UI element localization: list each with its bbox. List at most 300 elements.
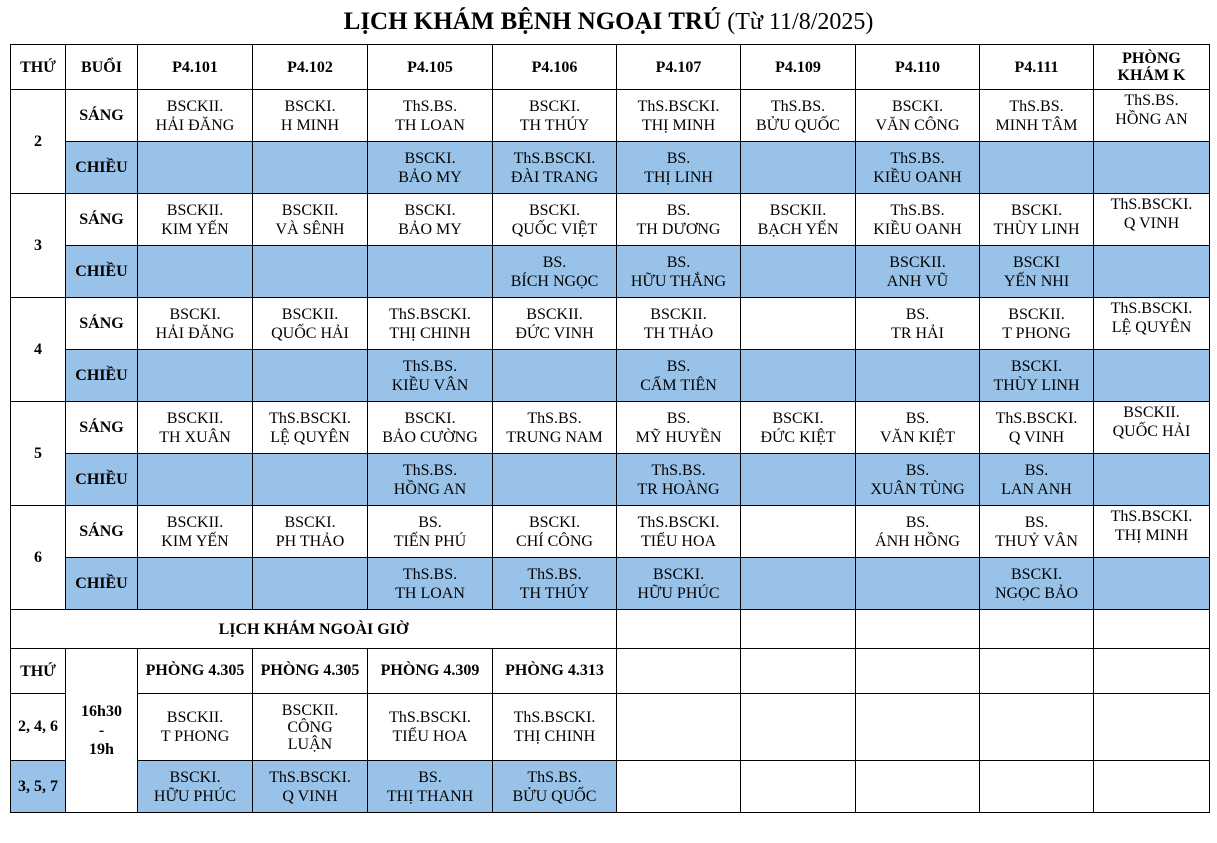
empty-cell — [980, 610, 1094, 649]
doctor-line: CÔNG — [287, 718, 333, 736]
doctor-line: ThS.BSCKI. — [513, 149, 596, 167]
afternoon-slot — [368, 558, 493, 610]
doctor-line: BÍCH NGỌC — [510, 272, 599, 290]
afternoon-slot — [1094, 454, 1210, 506]
overtime-room-header: PHÒNG 4.313 — [493, 649, 617, 694]
morning-slot — [617, 506, 741, 558]
morning-slot — [980, 90, 1094, 142]
afternoon-slot — [741, 350, 856, 402]
empty-cell — [741, 694, 856, 761]
morning-slot — [617, 298, 741, 350]
morning-slot — [741, 402, 856, 454]
doctor-line: VÀ SÊNH — [275, 220, 345, 238]
afternoon-slot — [368, 350, 493, 402]
doctor-line: LAN ANH — [1001, 480, 1072, 498]
overtime-slot — [138, 761, 253, 813]
doctor-line: TH DƯƠNG — [636, 220, 721, 238]
empty-cell — [617, 610, 741, 649]
doctor-line: BS. — [418, 768, 442, 786]
afternoon-slot — [741, 142, 856, 194]
afternoon-slot — [493, 142, 617, 194]
afternoon-slot — [493, 350, 617, 402]
doctor-line: ThS.BS. — [402, 97, 458, 115]
doctor-line: T PHONG — [160, 728, 230, 745]
morning-slot — [856, 298, 980, 350]
page-title — [0, 0, 1217, 44]
afternoon-slot — [138, 350, 253, 402]
afternoon-slot — [980, 246, 1094, 298]
doctor-line: ThS.BSCKI. — [389, 305, 471, 323]
doctor-line: ThS.BS. — [651, 461, 706, 479]
afternoon-slot — [253, 246, 368, 298]
empty-cell — [617, 649, 741, 694]
morning-slot — [856, 402, 980, 454]
afternoon-slot — [741, 558, 856, 610]
empty-cell — [856, 694, 980, 761]
doctor-line: TIỂU HOA — [640, 532, 717, 550]
morning-slot — [856, 90, 980, 142]
afternoon-row — [11, 142, 1210, 194]
empty-cell — [980, 649, 1094, 694]
doctor-line: KIỀU OANH — [873, 220, 962, 238]
doctor-line: Q VINH — [282, 787, 338, 805]
morning-slot — [980, 506, 1094, 558]
doctor-line: KIỀU OANH — [873, 168, 962, 186]
doctor-line: ThS.BSCKI. — [637, 513, 720, 531]
empty-cell — [856, 610, 980, 649]
doctor-line: TIỂU HOA — [392, 728, 468, 745]
morning-row — [11, 90, 1210, 142]
doctor-line: BSCKII. — [166, 409, 224, 427]
doctor-line: BS. — [666, 253, 691, 271]
doctor-line: TIẾN PHÚ — [393, 532, 467, 550]
doctor-line: ThS.BS. — [890, 149, 945, 167]
doctor-line: BS. — [905, 305, 930, 323]
doctor-line: BS. — [666, 409, 691, 427]
overtime-day-header: THỨ — [11, 649, 66, 694]
doctor-line: QUỐC HẢI — [271, 324, 349, 342]
overtime-slot — [368, 694, 493, 761]
header-day: THỨ — [11, 45, 66, 90]
doctor-line: BẢO MY — [398, 220, 462, 238]
afternoon-slot — [741, 246, 856, 298]
morning-slot — [1094, 298, 1210, 350]
morning-slot — [1094, 90, 1210, 142]
doctor-line: QUỐC VIỆT — [511, 220, 598, 238]
header-room: P4.109 — [741, 45, 856, 90]
doctor-line: TH THẢO — [643, 324, 714, 342]
morning-slot — [493, 402, 617, 454]
afternoon-slot — [980, 350, 1094, 402]
morning-slot — [741, 90, 856, 142]
overtime-slot — [368, 761, 493, 813]
afternoon-slot — [253, 558, 368, 610]
afternoon-row — [11, 246, 1210, 298]
afternoon-slot — [856, 142, 980, 194]
doctor-line: BS. — [905, 513, 930, 531]
doctor-line: ThS.BS. — [1124, 92, 1179, 109]
afternoon-slot — [617, 454, 741, 506]
afternoon-slot — [493, 454, 617, 506]
morning-slot — [253, 194, 368, 246]
morning-slot — [980, 402, 1094, 454]
morning-slot — [493, 506, 617, 558]
doctor-line: HỮU PHÚC — [153, 787, 237, 805]
morning-slot — [368, 90, 493, 142]
doctor-line: KIỀU VÂN — [391, 376, 469, 394]
doctor-line: NGỌC BẢO — [994, 584, 1079, 602]
afternoon-slot — [253, 454, 368, 506]
doctor-line: BSCKII. — [526, 305, 583, 323]
doctor-line: 19h — [89, 741, 114, 758]
doctor-line: BSCKII. — [166, 97, 224, 115]
morning-slot — [368, 298, 493, 350]
day-cell: 3 — [11, 194, 66, 298]
header-room: P4.107 — [617, 45, 741, 90]
schedule-table — [10, 44, 1210, 813]
empty-cell — [741, 649, 856, 694]
afternoon-slot — [617, 350, 741, 402]
doctor-line: BSCKI. — [404, 409, 456, 427]
doctor-line: MINH TÂM — [995, 116, 1078, 134]
doctor-line: LỆ QUYÊN — [270, 428, 350, 446]
afternoon-slot — [856, 246, 980, 298]
doctor-line: VĂN CÔNG — [875, 116, 960, 134]
empty-cell — [617, 761, 741, 813]
afternoon-slot — [493, 558, 617, 610]
doctor-line: ThS.BS. — [1009, 97, 1064, 115]
doctor-line: VĂN KIỆT — [879, 428, 956, 446]
morning-slot — [253, 402, 368, 454]
doctor-line: PH THẢO — [275, 532, 345, 550]
afternoon-slot — [1094, 246, 1210, 298]
overtime-time — [66, 649, 138, 813]
morning-slot — [1094, 402, 1210, 454]
overtime-days: 3, 5, 7 — [11, 761, 66, 813]
afternoon-slot — [253, 350, 368, 402]
session-afternoon-label: CHIỀU — [66, 558, 138, 610]
doctor-line: ThS.BSCKI. — [269, 409, 351, 427]
afternoon-slot — [980, 558, 1094, 610]
morning-slot — [253, 506, 368, 558]
header-row — [11, 45, 1210, 90]
morning-slot — [368, 506, 493, 558]
morning-slot — [741, 298, 856, 350]
morning-slot — [856, 506, 980, 558]
doctor-line: TH THÚY — [519, 584, 590, 602]
afternoon-slot — [1094, 142, 1210, 194]
doctor-line: T PHONG — [1002, 324, 1071, 342]
doctor-line: BSCKII. — [1008, 305, 1065, 323]
session-morning-label: SÁNG — [66, 298, 138, 350]
overtime-title: LỊCH KHÁM NGOÀI GIỜ — [11, 610, 617, 649]
doctor-line: THỊ THANH — [386, 787, 474, 805]
overtime-slot — [493, 761, 617, 813]
morning-slot — [138, 298, 253, 350]
doctor-line: - — [98, 722, 105, 739]
day-cell: 5 — [11, 402, 66, 506]
session-afternoon-label: CHIỀU — [66, 246, 138, 298]
doctor-line: CẨM TIÊN — [640, 376, 717, 394]
overtime-slot — [138, 694, 253, 761]
doctor-line: XUÂN TÙNG — [870, 480, 965, 498]
session-morning-label: SÁNG — [66, 90, 138, 142]
header-room: PHÒNG KHÁM K — [1094, 45, 1210, 90]
empty-cell — [617, 694, 741, 761]
doctor-line: TH LOAN — [395, 116, 465, 134]
doctor-line: BSCKI. — [528, 97, 581, 115]
morning-slot — [253, 298, 368, 350]
doctor-line: MỸ HUYỀN — [635, 428, 722, 446]
doctor-line: BẠCH YẾN — [757, 220, 839, 238]
title-date-range: (Từ 11/8/2025) — [727, 9, 874, 35]
doctor-line: BS. — [666, 149, 691, 167]
session-morning-label: SÁNG — [66, 402, 138, 454]
doctor-line: YẾN NHI — [1003, 272, 1070, 290]
doctor-line: BẢO CƯỜNG — [382, 428, 478, 446]
morning-row — [11, 298, 1210, 350]
doctor-line: BỬU QUỐC — [512, 787, 597, 805]
doctor-line: 16h30 — [81, 703, 122, 720]
header-room: P4.106 — [493, 45, 617, 90]
morning-slot — [741, 506, 856, 558]
doctor-line: HẢI ĐĂNG — [155, 324, 235, 342]
afternoon-slot — [138, 558, 253, 610]
doctor-line: ThS.BSCKI. — [513, 709, 596, 726]
morning-slot — [617, 90, 741, 142]
afternoon-slot — [617, 142, 741, 194]
doctor-line: BSCKII. — [166, 201, 224, 219]
doctor-line: BSCKI. — [772, 409, 824, 427]
doctor-line: TR HẢI — [891, 324, 944, 342]
doctor-line: THÙY LINH — [993, 376, 1080, 394]
doctor-line: ThS.BS. — [527, 768, 582, 786]
doctor-line: BSCKI. — [284, 97, 336, 115]
overtime-row — [11, 761, 1210, 813]
afternoon-slot — [1094, 558, 1210, 610]
doctor-line: ThS.BSCKI. — [1110, 300, 1193, 317]
morning-slot — [368, 194, 493, 246]
doctor-line: BS. — [418, 513, 442, 531]
empty-cell — [1094, 610, 1210, 649]
morning-slot — [741, 194, 856, 246]
doctor-line: BS. — [905, 409, 930, 427]
doctor-line: HỒNG AN — [393, 480, 467, 498]
morning-slot — [138, 506, 253, 558]
overtime-room-header: PHÒNG 4.305 — [253, 649, 368, 694]
morning-slot — [138, 194, 253, 246]
morning-row — [11, 402, 1210, 454]
header-room: P4.110 — [856, 45, 980, 90]
empty-cell — [980, 761, 1094, 813]
morning-row — [11, 194, 1210, 246]
morning-slot — [617, 402, 741, 454]
doctor-line: BSCKI. — [284, 513, 336, 531]
overtime-row — [11, 694, 1210, 761]
doctor-line: ThS.BS. — [527, 565, 582, 583]
doctor-line: HỮU THẮNG — [630, 272, 727, 290]
doctor-line: Q VINH — [1008, 428, 1065, 446]
afternoon-slot — [617, 246, 741, 298]
afternoon-row — [11, 350, 1210, 402]
afternoon-slot — [980, 454, 1094, 506]
morning-slot — [856, 194, 980, 246]
morning-slot — [493, 298, 617, 350]
overtime-days: 2, 4, 6 — [11, 694, 66, 761]
doctor-line: H MINH — [280, 116, 340, 134]
doctor-line: BẢO MY — [398, 168, 462, 186]
doctor-line: BSCKII. — [166, 513, 224, 531]
doctor-line: BS. — [905, 461, 930, 479]
doctor-line: ANH VŨ — [886, 272, 949, 290]
afternoon-slot — [856, 454, 980, 506]
morning-slot — [138, 402, 253, 454]
afternoon-slot — [617, 558, 741, 610]
doctor-line: THỊ MINH — [1114, 527, 1189, 544]
doctor-line: ThS.BSCKI. — [1110, 508, 1193, 525]
doctor-line: BỬU QUỐC — [756, 116, 840, 134]
doctor-line: ThS.BSCKI. — [389, 709, 471, 726]
doctor-line: THỊ CHINH — [513, 728, 596, 745]
empty-cell — [741, 610, 856, 649]
morning-slot — [368, 402, 493, 454]
doctor-line: BSCKII. — [769, 201, 827, 219]
doctor-line: THÙY LINH — [993, 220, 1080, 238]
doctor-line: ThS.BS. — [527, 409, 582, 427]
title-main: LỊCH KHÁM BỆNH NGOẠI TRÚ — [343, 8, 721, 35]
overtime-room-header: PHÒNG 4.309 — [368, 649, 493, 694]
morning-slot — [493, 90, 617, 142]
session-afternoon-label: CHIỀU — [66, 454, 138, 506]
doctor-line: THUỶ VÂN — [995, 532, 1078, 550]
doctor-line: BSCKI. — [404, 149, 456, 167]
afternoon-slot — [368, 454, 493, 506]
doctor-line: BSCKI. — [891, 97, 944, 115]
morning-slot — [980, 194, 1094, 246]
morning-slot — [617, 194, 741, 246]
afternoon-slot — [856, 350, 980, 402]
doctor-line: BSCKI. — [1010, 201, 1063, 219]
header-room: P4.101 — [138, 45, 253, 90]
doctor-line: BSCKII. — [1123, 404, 1180, 421]
afternoon-slot — [980, 142, 1094, 194]
doctor-line: BSCKI. — [1010, 357, 1063, 375]
empty-cell — [1094, 761, 1210, 813]
doctor-line: BS. — [542, 253, 567, 271]
afternoon-slot — [368, 142, 493, 194]
session-afternoon-label: CHIỀU — [66, 350, 138, 402]
doctor-line: BSCKII. — [166, 709, 224, 726]
doctor-line: Q VINH — [1123, 215, 1180, 232]
doctor-line: BS. — [666, 357, 691, 375]
doctor-line: TR HOÀNG — [637, 480, 720, 498]
header-room: P4.102 — [253, 45, 368, 90]
doctor-line: BSCKI. — [169, 305, 221, 323]
doctor-line: TH XUÂN — [159, 428, 231, 446]
doctor-line: BSCKII. — [281, 701, 339, 719]
doctor-line: ThS.BSCKI. — [1110, 196, 1193, 213]
header-room: P4.111 — [980, 45, 1094, 90]
afternoon-slot — [493, 246, 617, 298]
session-afternoon-label: CHIỀU — [66, 142, 138, 194]
morning-row — [11, 506, 1210, 558]
doctor-line: BSCKI. — [652, 565, 705, 583]
doctor-line: LỆ QUYÊN — [1111, 319, 1192, 336]
header-room: P4.105 — [368, 45, 493, 90]
empty-cell — [856, 649, 980, 694]
overtime-slot — [493, 694, 617, 761]
doctor-line: LUẬN — [287, 735, 333, 753]
doctor-line: BSCKI — [1012, 253, 1061, 271]
doctor-line: BS. — [1024, 461, 1049, 479]
afternoon-row — [11, 454, 1210, 506]
morning-slot — [1094, 194, 1210, 246]
morning-slot — [980, 298, 1094, 350]
doctor-line: BSCKI. — [169, 768, 221, 786]
afternoon-slot — [856, 558, 980, 610]
doctor-line: CHÍ CÔNG — [516, 532, 593, 550]
doctor-line: BS. — [666, 201, 691, 219]
doctor-line: ThS.BSCKI. — [637, 97, 720, 115]
doctor-line: ĐỨC VINH — [515, 324, 594, 342]
session-morning-label: SÁNG — [66, 194, 138, 246]
empty-cell — [741, 761, 856, 813]
doctor-line: TH THÚY — [519, 116, 590, 134]
session-morning-label: SÁNG — [66, 506, 138, 558]
overtime-header-row — [11, 649, 1210, 694]
doctor-line: BS. — [1024, 513, 1049, 531]
doctor-line: BSCKII. — [281, 305, 339, 323]
doctor-line: ThS.BS. — [890, 201, 945, 219]
doctor-line: QUỐC HẢI — [1112, 423, 1191, 440]
doctor-line: ĐỨC KIỆT — [760, 428, 836, 446]
doctor-line: TH LOAN — [395, 584, 465, 602]
doctor-line: ÁNH HỒNG — [875, 532, 960, 550]
doctor-line: ĐÀI TRANG — [510, 168, 599, 186]
doctor-line: BSCKI. — [404, 201, 456, 219]
schedule-body — [11, 45, 1210, 813]
afternoon-slot — [741, 454, 856, 506]
morning-slot — [253, 90, 368, 142]
afternoon-row — [11, 558, 1210, 610]
doctor-line: BSCKI. — [528, 513, 581, 531]
morning-slot — [138, 90, 253, 142]
empty-cell — [980, 694, 1094, 761]
afternoon-slot — [1094, 350, 1210, 402]
doctor-line: BSCKI. — [1010, 565, 1063, 583]
overtime-title-row — [11, 610, 1210, 649]
morning-slot — [493, 194, 617, 246]
afternoon-slot — [368, 246, 493, 298]
doctor-line: ThS.BSCKI. — [269, 768, 351, 786]
doctor-line: HẢI ĐĂNG — [155, 116, 235, 134]
day-cell: 6 — [11, 506, 66, 610]
afternoon-slot — [138, 246, 253, 298]
doctor-line: THỊ MINH — [641, 116, 716, 134]
doctor-line: THỊ CHINH — [389, 324, 471, 342]
doctor-line: BSCKI. — [528, 201, 581, 219]
day-cell: 2 — [11, 90, 66, 194]
afternoon-slot — [138, 142, 253, 194]
doctor-line: ThS.BS. — [402, 565, 458, 583]
empty-cell — [1094, 649, 1210, 694]
doctor-line: BSCKII. — [281, 201, 339, 219]
doctor-line: ThS.BSCKI. — [995, 409, 1078, 427]
doctor-line: HỮU PHÚC — [637, 584, 720, 602]
doctor-line: KIM YẾN — [161, 220, 229, 238]
empty-cell — [856, 761, 980, 813]
overtime-room-header: PHÒNG 4.305 — [138, 649, 253, 694]
